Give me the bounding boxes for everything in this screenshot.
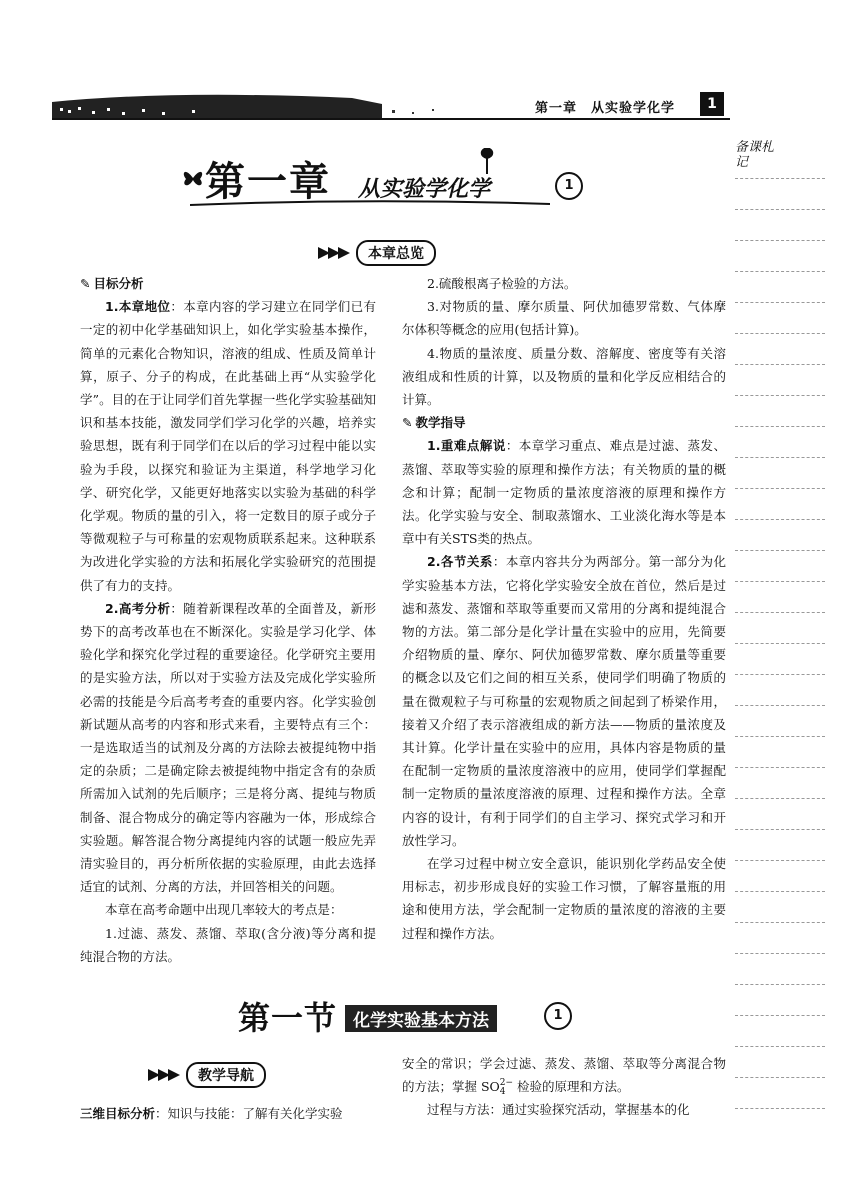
overview-banner: [318, 240, 436, 266]
chapter-subtitle: 从实验学化学: [358, 177, 491, 202]
nav-banner: [148, 1062, 266, 1088]
sulfate-subscript: 4: [499, 1086, 506, 1097]
goals-paragraph-3: 本章在高考命题中出现几率较大的考点是：: [105, 902, 343, 918]
notes-line: [735, 178, 825, 179]
guidance-paragraph-3: 在学习过程中树立安全意识，能识别化学药品安全使用标志，初步形成良好的实验工作习惯，了解容量瓶的用途和使用方法，学会配制一定物质的量浓度的溶液的主要过程和操作方法。: [402, 856, 726, 941]
sulfate-charge: 2−: [499, 1077, 514, 1088]
goals-p2-text: ：随着新课程改革的全面普及，新形势下的高考改革也在不断深化。实验是学习化学、体验化学和探究化学过程的重要途径。化学研究主要用的是实验方法，所以对于实验方法及完成化学实验所必需的技能是今后高考考查的重要内容。化学实验创新试题从高考的内容和形式来看，主要特点有三个：一是选取适当的试剂及分离的方法除去被提纯物中指定的杂质；二是确定除去被提纯物中指定含有的杂质所需加入试剂的先后顺序；三是将分离、提纯与物质制备、混合物成分的确定等内容融为一体，形成综合实验题。解答混合物分离提纯内容的试题一般应先弄清实验目的，再分析所依据的实验原理，由此去选择适宜的试剂、分离的方法，并回答相关的问题。: [80, 600, 376, 895]
guidance-p2-text: ：本章内容共分为两部分。第一部分为化学实验基本方法，它将化学实验安全放在首位，然后是过滤和蒸发、蒸馏和萃取等重要而又常用的分离和提纯混合物的方法。第二部分是化学计量在实验中的应用，先简要介绍物质的量、摩尔、阿伏加德罗常数、摩尔质量等重要的概念以及它们之间的相互关系，使同学们明确了物质的量在微观粒子与可称量的宏观物质之间起到了桥梁作用，接着又介绍了表示溶液组成的新方法——物质的量浓度及其计算。化学计量在实验中的应用，具体内容是物质的量在配制一定物质的量浓度溶液中的应用，使同学们掌握配制一定物质的量浓度溶液的原理、过程和操作方法。全章内容的设计，有利于同学们的自主学习、探究式学习和开放性学习。: [402, 554, 726, 848]
right-p1-part-a: 安全的常识；学会过滤、蒸发、蒸馏、萃取等分离混合物的方法；掌握 SO: [402, 1056, 726, 1095]
notes-line: [735, 984, 825, 985]
notes-line: [735, 1077, 825, 1078]
section-badge: 1: [544, 1002, 572, 1030]
notes-lines: [735, 178, 825, 1138]
guidance-paragraph-1: [402, 434, 726, 550]
section-left-text: [80, 1102, 376, 1125]
notes-line: [735, 922, 825, 923]
notes-line: [735, 209, 825, 210]
guidance-paragraph-2: [402, 550, 726, 852]
notes-line: [735, 550, 825, 551]
notes-line: [735, 1108, 825, 1109]
double-arrow-icon: [318, 243, 352, 263]
overview-banner-label: 本章总览: [356, 240, 436, 266]
notes-line: [735, 736, 825, 737]
notes-line: [735, 488, 825, 489]
goals-paragraph-2: [80, 597, 376, 899]
goals-p1-label: 1.本章地位: [105, 299, 171, 315]
goals-p2-label: 2.高考分析: [105, 600, 171, 616]
goals-p1-text: ：本章内容的学习建立在同学们已有一定的初中化学基础知识上，如化学实验基本操作，简单的元素化合物知识，溶液的组成、性质及简单计算，原子、分子的构成，在此基础上再“从实验学化学”。目的在于让同学们首先掌握一些化学实验基础知识和基本技能，激发同学们学习化学的兴趣，培养实验思想，既有利于同学们在以后的学习过程中能以实验为手段，以探究和验证为主渠道，科学地学习化学、研究化学，又能更好地落实以实验为基础的科学化学观。物质的量的引入，将一定数目的原子或分子等微观粒子与可称量的宏观物质联系起来。这种联系为改进化学实验的方法和拓展化学实验研究的范围提供了有力的支持。: [80, 299, 376, 593]
leaf-ornament-icon: [476, 148, 498, 174]
notes-line: [735, 829, 825, 830]
notes-line: [735, 1015, 825, 1016]
pen-icon: ✎: [80, 276, 91, 291]
guidance-p2-label: 2.各节关系: [427, 554, 493, 570]
right-p1-part-b: 检验的原理和方法。: [513, 1079, 630, 1095]
goals-heading-label: 目标分析: [93, 276, 144, 291]
goals-paragraph-1: [80, 295, 376, 597]
notes-line: [735, 798, 825, 799]
guidance-p1-text: ：本章学习重点、难点是过滤、蒸发、蒸馏、萃取等实验的原理和操作方法；有关物质的量的概念和计算；配制一定物质的量浓度溶液的原理和操作方法。化学实验与安全、制取蒸馏水、工业淡化海水等是本章中有关STS类的热点。: [402, 438, 726, 547]
goals-paragraph-5: 2.硫酸根离子检验的方法。: [427, 276, 577, 291]
notes-line: [735, 1046, 825, 1047]
notes-line: [735, 953, 825, 954]
notes-line: [735, 519, 825, 520]
notes-line: [735, 333, 825, 334]
notes-line: [735, 674, 825, 675]
chapter-title: 第一章: [205, 159, 331, 205]
page-number: 1: [700, 92, 724, 116]
right-column: [402, 272, 726, 945]
three-dim-goal-text: ：知识与技能：了解有关化学实验: [155, 1106, 343, 1121]
notes-line: [735, 581, 825, 582]
notes-line: [735, 395, 825, 396]
pen-icon: ✎: [402, 415, 413, 431]
goals-paragraph-6: 3.对物质的量、摩尔质量、阿伏加德罗常数、气体摩尔体积等概念的应用(包括计算)。: [402, 299, 726, 338]
notes-line: [735, 891, 825, 892]
notes-label: 备课札记: [735, 140, 775, 170]
notes-line: [735, 426, 825, 427]
section-right-paragraph-1: [402, 1052, 726, 1098]
three-dim-goal-label: 三维目标分析: [80, 1106, 156, 1121]
notes-line: [735, 643, 825, 644]
notes-line: [735, 364, 825, 365]
goals-heading: [80, 272, 376, 295]
nav-banner-label: 教学导航: [186, 1062, 266, 1088]
notes-line: [735, 302, 825, 303]
notes-line: [735, 705, 825, 706]
notes-line: [735, 860, 825, 861]
guidance-heading-label: 教学指导: [415, 415, 466, 431]
guidance-p1-label: 1.重难点解说: [427, 438, 506, 454]
notes-line: [735, 457, 825, 458]
section-title: 第一节: [238, 999, 338, 1037]
chapter-underline: [190, 200, 550, 206]
butterfly-ornament-icon: [180, 165, 206, 191]
header-rule: [52, 118, 730, 120]
notes-line: [735, 271, 825, 272]
three-dim-goal: [80, 1102, 376, 1125]
chapter-badge: 1: [555, 172, 583, 200]
guidance-heading: [402, 411, 726, 434]
section-right-text: [402, 1052, 726, 1122]
section-subtitle: 化学实验基本方法: [345, 1005, 497, 1032]
section-right-paragraph-2: 过程与方法：通过实验探究活动，掌握基本的化: [427, 1102, 690, 1118]
double-arrow-icon: [148, 1065, 182, 1085]
notes-line: [735, 767, 825, 768]
notes-line: [735, 240, 825, 241]
goals-paragraph-4: 1.过滤、蒸发、蒸馏、萃取(含分液)等分离和提纯混合物的方法。: [80, 925, 376, 964]
notes-line: [735, 612, 825, 613]
goals-paragraph-7: 4.物质的量浓度、质量分数、溶解度、密度等有关溶液组成和性质的计算，以及物质的量和化学反应相结合的计算。: [402, 345, 726, 408]
running-title: 第一章 从实验学化学: [535, 101, 676, 116]
left-column: [80, 272, 376, 968]
